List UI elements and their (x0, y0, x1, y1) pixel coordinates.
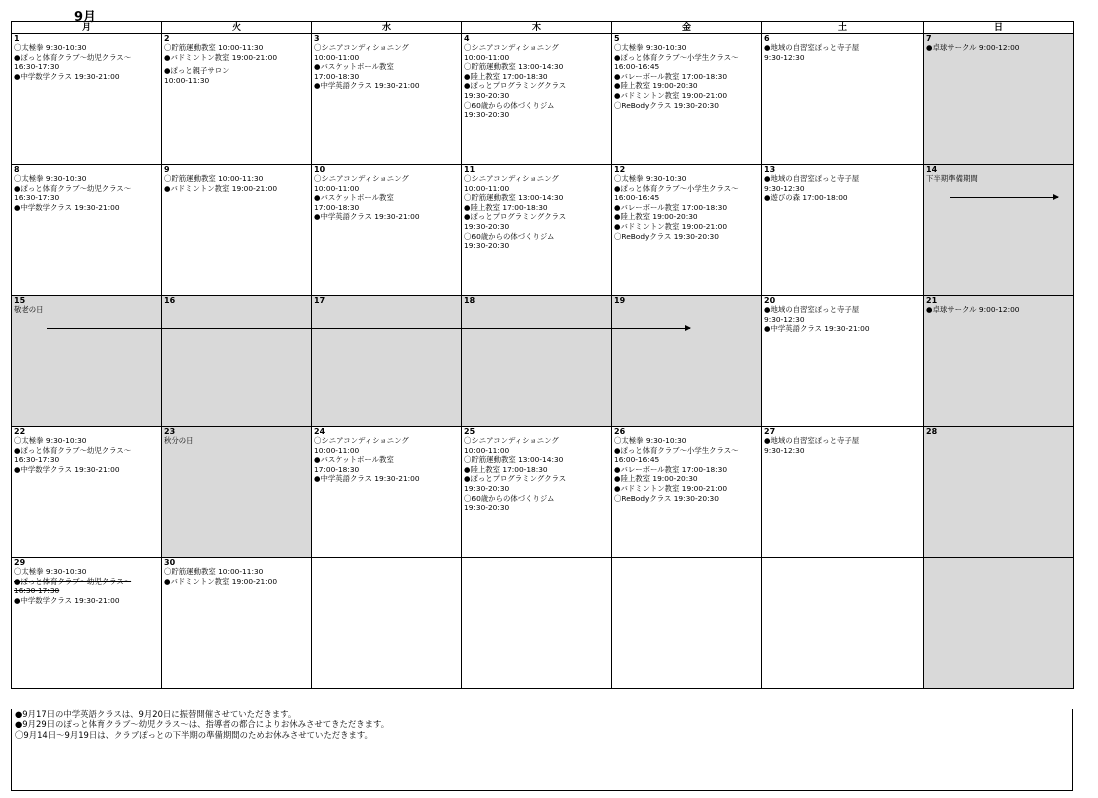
day-cell (162, 427, 312, 558)
event-line: 19:30-20:30 (464, 110, 510, 120)
event-line: ●バレーボール教室 17:00-18:30 (614, 71, 728, 81)
event-line: ●バレーボール教室 17:00-18:30 (614, 464, 728, 474)
event-line: 19:30-20:30 (464, 221, 510, 231)
event-line: ●地域の自習室ぽっと寺子屋 (764, 43, 860, 52)
calendar-grid (11, 21, 1074, 689)
arrow-icon (950, 197, 1058, 198)
day-cell (12, 165, 162, 296)
day-cell (312, 296, 462, 427)
event-line: ●卓球サークル 9:00-12:00 (926, 305, 1020, 314)
day-cell (12, 558, 162, 689)
note-line: ●9月29日のぽっと体育クラブ～幼児クラス～は、指導者の都合によりお休みさせてきただきます。 (15, 719, 390, 730)
week-row (12, 296, 1074, 427)
event-line: 16:30-17:30 (14, 586, 60, 596)
event-line: 〇シニアコンディショニング (464, 436, 559, 445)
event-line: ●陸上教室 17:00-18:30 (464, 71, 548, 81)
day-cell (162, 165, 312, 296)
event-line: ●バドミントン教室 19:00-21:00 (614, 221, 728, 231)
day-cell (762, 558, 924, 689)
weekday-header-thu: 木 (462, 22, 612, 34)
event-line: 16:00-16:45 (614, 193, 660, 203)
day-cell (462, 165, 612, 296)
event-line: 〇貯筋運動教室 10:00-11:30 (164, 43, 264, 52)
day-number: 5 (614, 34, 620, 43)
weekday-header-sun: 日 (924, 22, 1074, 34)
day-number: 17 (314, 296, 326, 305)
event-line: ●ぽっと体育クラブ～幼児クラス～ (14, 445, 132, 455)
event-line: 〇太極拳 9:30-10:30 (614, 174, 687, 183)
weekday-header-sat: 土 (762, 22, 924, 34)
event-line: ●ぽっと体育クラブ～小学生クラス～ (614, 183, 739, 193)
event-line: ●中学英語クラス 19:30-21:00 (314, 474, 420, 484)
event-line: 10:00-11:00 (464, 52, 510, 62)
day-number: 3 (314, 34, 320, 43)
event-line: 9:30-12:30 (764, 314, 805, 324)
event-line: ●ぽっと体育クラブ～小学生クラス～ (614, 52, 739, 62)
event-line: ●地域の自習室ぽっと寺子屋 (764, 174, 860, 183)
event-line: ●バスケットボール教室 (314, 62, 394, 72)
day-number: 15 (14, 296, 26, 305)
event-line: 10:00-11:00 (314, 445, 360, 455)
event-line: ●中学数学クラス 19:30-21:00 (14, 595, 120, 605)
event-line: ●バレーボール教室 17:00-18:30 (614, 202, 728, 212)
day-number: 7 (926, 34, 932, 43)
day-number: 29 (14, 558, 26, 567)
event-line: ●ぽっとプログラミングクラス (464, 474, 567, 484)
day-cell (462, 296, 612, 427)
event-line: ●中学英語クラス 19:30-21:00 (314, 81, 420, 91)
event-line: 16:30-17:30 (14, 455, 60, 465)
arrow-icon (47, 328, 690, 329)
event-line: 〇ReBodyクラス 19:30-20:30 (614, 493, 719, 503)
day-number: 24 (314, 427, 326, 436)
event-line: 〇シニアコンディショニング (314, 43, 409, 52)
note-line: ●9月17日の中学英語クラスは、9月20日に振替開催させていただきます。 (15, 709, 297, 719)
weekday-header-row (12, 22, 1074, 34)
day-cell (312, 165, 462, 296)
day-cell (762, 165, 924, 296)
day-cell (924, 427, 1074, 558)
day-cell (12, 296, 162, 427)
event-line: ●バドミントン教室 19:00-21:00 (614, 483, 728, 493)
event-line: 16:30-17:30 (14, 62, 60, 72)
event-line: 〇60歳からの体づくりジム (464, 231, 555, 241)
event-line: 〇60歳からの体づくりジム (464, 493, 555, 503)
day-cell (12, 427, 162, 558)
event-line: ●地域の自習室ぽっと寺子屋 (764, 305, 860, 314)
event-line: 〇シニアコンディショニング (314, 436, 409, 445)
event-line: 下半期準備期間 (926, 174, 978, 183)
event-line: 10:00-11:00 (314, 183, 360, 193)
day-number: 26 (614, 427, 626, 436)
event-line: ●バスケットボール教室 (314, 455, 394, 465)
week-row (12, 427, 1074, 558)
day-cell (762, 427, 924, 558)
event-line: ●ぽっと体育クラブ～小学生クラス～ (614, 445, 739, 455)
event-line: ●卓球サークル 9:00-12:00 (926, 43, 1020, 52)
day-cell (462, 427, 612, 558)
event-line: ●中学数学クラス 19:30-21:00 (14, 202, 120, 212)
event-line: 16:00-16:45 (614, 62, 660, 72)
event-line: 10:00-11:00 (314, 52, 360, 62)
day-number: 27 (764, 427, 776, 436)
event-line: 〇太極拳 9:30-10:30 (614, 436, 687, 445)
day-cell (612, 165, 762, 296)
day-cell (462, 558, 612, 689)
notes-box (11, 709, 1073, 791)
day-number: 16 (164, 296, 176, 305)
day-cell (162, 558, 312, 689)
note-line: 〇9月14日～9月19日は、クラブぽっとの下半期の準備期間のためお休みさせていただきます。 (15, 729, 373, 740)
event-line: 〇太極拳 9:30-10:30 (14, 567, 87, 576)
day-number: 30 (164, 558, 176, 567)
event-line: 〇シニアコンディショニング (464, 43, 559, 52)
event-line: ●ぽっとプログラミングクラス (464, 81, 567, 91)
event-line: ●ぽっと体育クラブ～幼児クラス～ (14, 576, 132, 586)
event-line: ●バドミントン教室 19:00-21:00 (164, 576, 278, 586)
day-cell (924, 165, 1074, 296)
event-line: 〇60歳からの体づくりジム (464, 100, 555, 110)
event-line: 〇貯筋運動教室 10:00-11:30 (164, 174, 264, 183)
event-line: ●ぽっと体育クラブ～幼児クラス～ (14, 183, 132, 193)
day-cell (924, 558, 1074, 689)
day-number: 2 (164, 34, 170, 43)
event-line: 〇太極拳 9:30-10:30 (14, 43, 87, 52)
day-number: 28 (926, 427, 938, 436)
event-line: 19:30-20:30 (464, 241, 510, 251)
event-line: ●バドミントン教室 19:00-21:00 (164, 52, 278, 62)
event-line: ●ぽっと体育クラブ～幼児クラス～ (14, 52, 132, 62)
event-line: 〇貯筋運動教室 13:00-14:30 (464, 455, 564, 465)
day-cell (612, 427, 762, 558)
event-line: 17:00-18:30 (314, 464, 360, 474)
day-number: 11 (464, 165, 476, 174)
day-cell (12, 34, 162, 165)
event-line: ●バスケットボール教室 (314, 193, 394, 203)
event-line: ●陸上教室 19:00-20:30 (614, 212, 698, 222)
month-title: 9月 (74, 10, 97, 25)
weekday-header-wed: 水 (312, 22, 462, 34)
day-number: 25 (464, 427, 476, 436)
weekday-header-mon: 月 (12, 22, 162, 34)
event-line: 19:30-20:30 (464, 90, 510, 100)
day-cell (462, 34, 612, 165)
event-line: 〇貯筋運動教室 10:00-11:30 (164, 567, 264, 576)
week-row (12, 165, 1074, 296)
event-line: ●陸上教室 19:00-20:30 (614, 474, 698, 484)
event-line: 敬老の日 (14, 305, 44, 314)
event-line: ●中学数学クラス 19:30-21:00 (14, 464, 120, 474)
event-line: 〇太極拳 9:30-10:30 (614, 43, 687, 52)
event-line: ●遊びの森 17:00-18:00 (764, 193, 848, 203)
day-number: 21 (926, 296, 938, 305)
event-line: 9:30-12:30 (764, 445, 805, 455)
event-line: ●バドミントン教室 19:00-21:00 (164, 183, 278, 193)
day-number: 10 (314, 165, 326, 174)
day-number: 1 (14, 34, 20, 43)
event-line: 16:30-17:30 (14, 193, 60, 203)
event-line: 10:00-11:30 (164, 75, 210, 85)
event-line: 10:00-11:00 (464, 445, 510, 455)
day-number: 19 (614, 296, 626, 305)
weekday-header-tue: 火 (162, 22, 312, 34)
day-cell (924, 34, 1074, 165)
event-line: 〇シニアコンディショニング (464, 174, 559, 183)
event-line: ●中学英語クラス 19:30-21:00 (314, 212, 420, 222)
event-line: ●中学数学クラス 19:30-21:00 (14, 71, 120, 81)
day-number: 6 (764, 34, 770, 43)
event-line: 〇ReBodyクラス 19:30-20:30 (614, 100, 719, 110)
event-line: ●ぽっと親子サロン (164, 66, 230, 76)
event-line: ●陸上教室 17:00-18:30 (464, 202, 548, 212)
day-number: 8 (14, 165, 20, 174)
event-line: ●バドミントン教室 19:00-21:00 (614, 90, 728, 100)
event-line: 〇太極拳 9:30-10:30 (14, 436, 87, 445)
event-line: 〇貯筋運動教室 13:00-14:30 (464, 193, 564, 203)
event-line: 17:00-18:30 (314, 202, 360, 212)
day-number: 22 (14, 427, 26, 436)
day-cell (762, 34, 924, 165)
day-cell (312, 427, 462, 558)
week-row (12, 34, 1074, 165)
day-number: 9 (164, 165, 170, 174)
event-line: 17:00-18:30 (314, 71, 360, 81)
weekday-header-fri: 金 (612, 22, 762, 34)
day-cell (924, 296, 1074, 427)
day-cell (762, 296, 924, 427)
day-number: 20 (764, 296, 776, 305)
event-line: 9:30-12:30 (764, 183, 805, 193)
day-number: 14 (926, 165, 938, 174)
day-number: 12 (614, 165, 626, 174)
event-line: 16:00-16:45 (614, 455, 660, 465)
day-number: 4 (464, 34, 470, 43)
day-cell (312, 34, 462, 165)
day-number: 18 (464, 296, 476, 305)
event-line: ●中学英語クラス 19:30-21:00 (764, 324, 870, 334)
event-line: 〇ReBodyクラス 19:30-20:30 (614, 231, 719, 241)
event-line: ●ぽっとプログラミングクラス (464, 212, 567, 222)
day-number: 13 (764, 165, 776, 174)
day-cell (612, 34, 762, 165)
event-line: 19:30-20:30 (464, 483, 510, 493)
day-cell (162, 34, 312, 165)
day-cell (312, 558, 462, 689)
event-line: ●陸上教室 19:00-20:30 (614, 81, 698, 91)
event-line: 〇太極拳 9:30-10:30 (14, 174, 87, 183)
day-cell (612, 558, 762, 689)
event-line: 10:00-11:00 (464, 183, 510, 193)
event-line: 秋分の日 (164, 436, 194, 445)
event-line: 〇貯筋運動教室 13:00-14:30 (464, 62, 564, 72)
event-line: 〇シニアコンディショニング (314, 174, 409, 183)
event-line: 19:30-20:30 (464, 503, 510, 513)
day-number: 23 (164, 427, 176, 436)
event-line: ●陸上教室 17:00-18:30 (464, 464, 548, 474)
day-cell (612, 296, 762, 427)
day-cell (162, 296, 312, 427)
week-row (12, 558, 1074, 689)
event-line: 9:30-12:30 (764, 52, 805, 62)
event-line: ●地域の自習室ぽっと寺子屋 (764, 436, 860, 445)
